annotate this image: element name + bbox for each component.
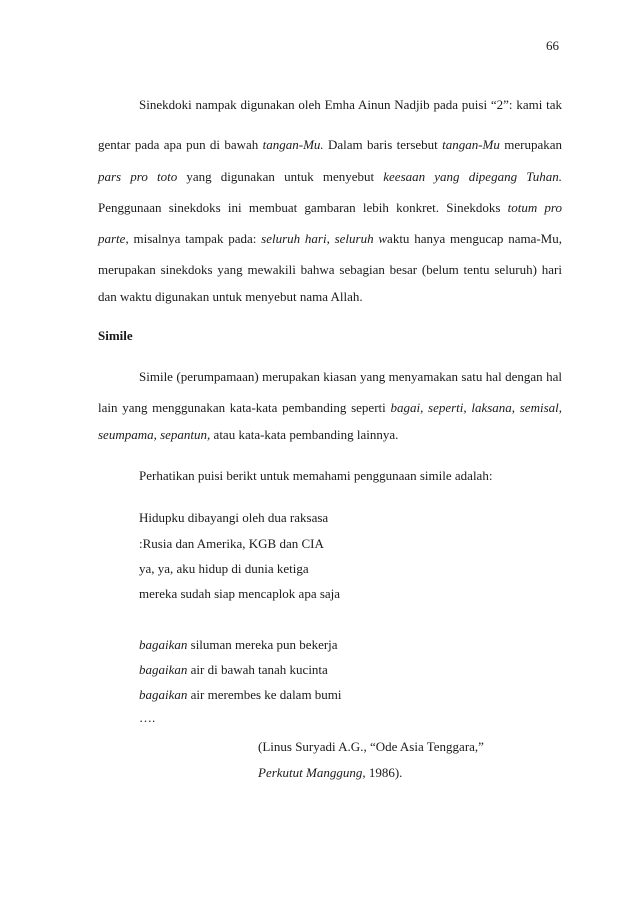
poem-line: Hidupku dibayangi oleh dua raksasa — [139, 510, 329, 525]
poem-ellipsis: …. — [139, 710, 156, 725]
citation-line: (Linus Suryadi A.G., “Ode Asia Tenggara,” — [258, 739, 484, 754]
text-line: Sinekdoki nampak digunakan oleh Emha Ainun Nadjib pada puisi “2”: kami tak — [139, 97, 562, 112]
poem-line: bagaikan air di bawah tanah kucinta — [139, 662, 328, 677]
text-line: gentar pada apa pun di bawah tangan-Mu. Dalam baris tersebut tangan-Mu merupakan — [98, 137, 562, 152]
poem-line: mereka sudah siap mencaplok apa saja — [139, 586, 341, 601]
page-number: 66 — [546, 38, 559, 53]
text-line: parte, misalnya tampak pada: seluruh hari, seluruh waktu hanya mengucap nama-Mu, — [98, 231, 562, 246]
text-line: dan waktu digunakan untuk menyebut nama Allah. — [98, 289, 363, 304]
poem-line: :Rusia dan Amerika, KGB dan CIA — [139, 536, 324, 551]
poem-line: bagaikan siluman mereka pun bekerja — [139, 637, 338, 652]
poem-line: bagaikan air merembes ke dalam bumi — [139, 687, 342, 702]
poem-intro: Perhatikan puisi berikt untuk memahami penggunaan simile adalah: — [139, 468, 493, 483]
text-line: pars pro toto yang digunakan untuk menyebut keesaan yang dipegang Tuhan. — [98, 169, 562, 184]
poem-line: ya, ya, aku hidup di dunia ketiga — [139, 561, 309, 576]
text-line: lain yang menggunakan kata-kata pembanding seperti bagai, seperti, laksana, semisal, — [98, 400, 562, 415]
text-line: merupakan sinekdoks yang mewakili bahwa sebagian besar (belum tentu seluruh) hari — [98, 262, 562, 277]
text-line: Penggunaan sinekdoks ini membuat gambaran lebih konkret. Sinekdoks totum pro — [98, 200, 562, 215]
section-heading: Simile — [98, 328, 133, 343]
text-line: seumpama, sepantun, atau kata-kata pembanding lainnya. — [98, 427, 399, 442]
citation-line: Perkutut Manggung, 1986). — [258, 765, 403, 780]
text-line: Simile (perumpamaan) merupakan kiasan yang menyamakan satu hal dengan hal — [139, 369, 562, 384]
